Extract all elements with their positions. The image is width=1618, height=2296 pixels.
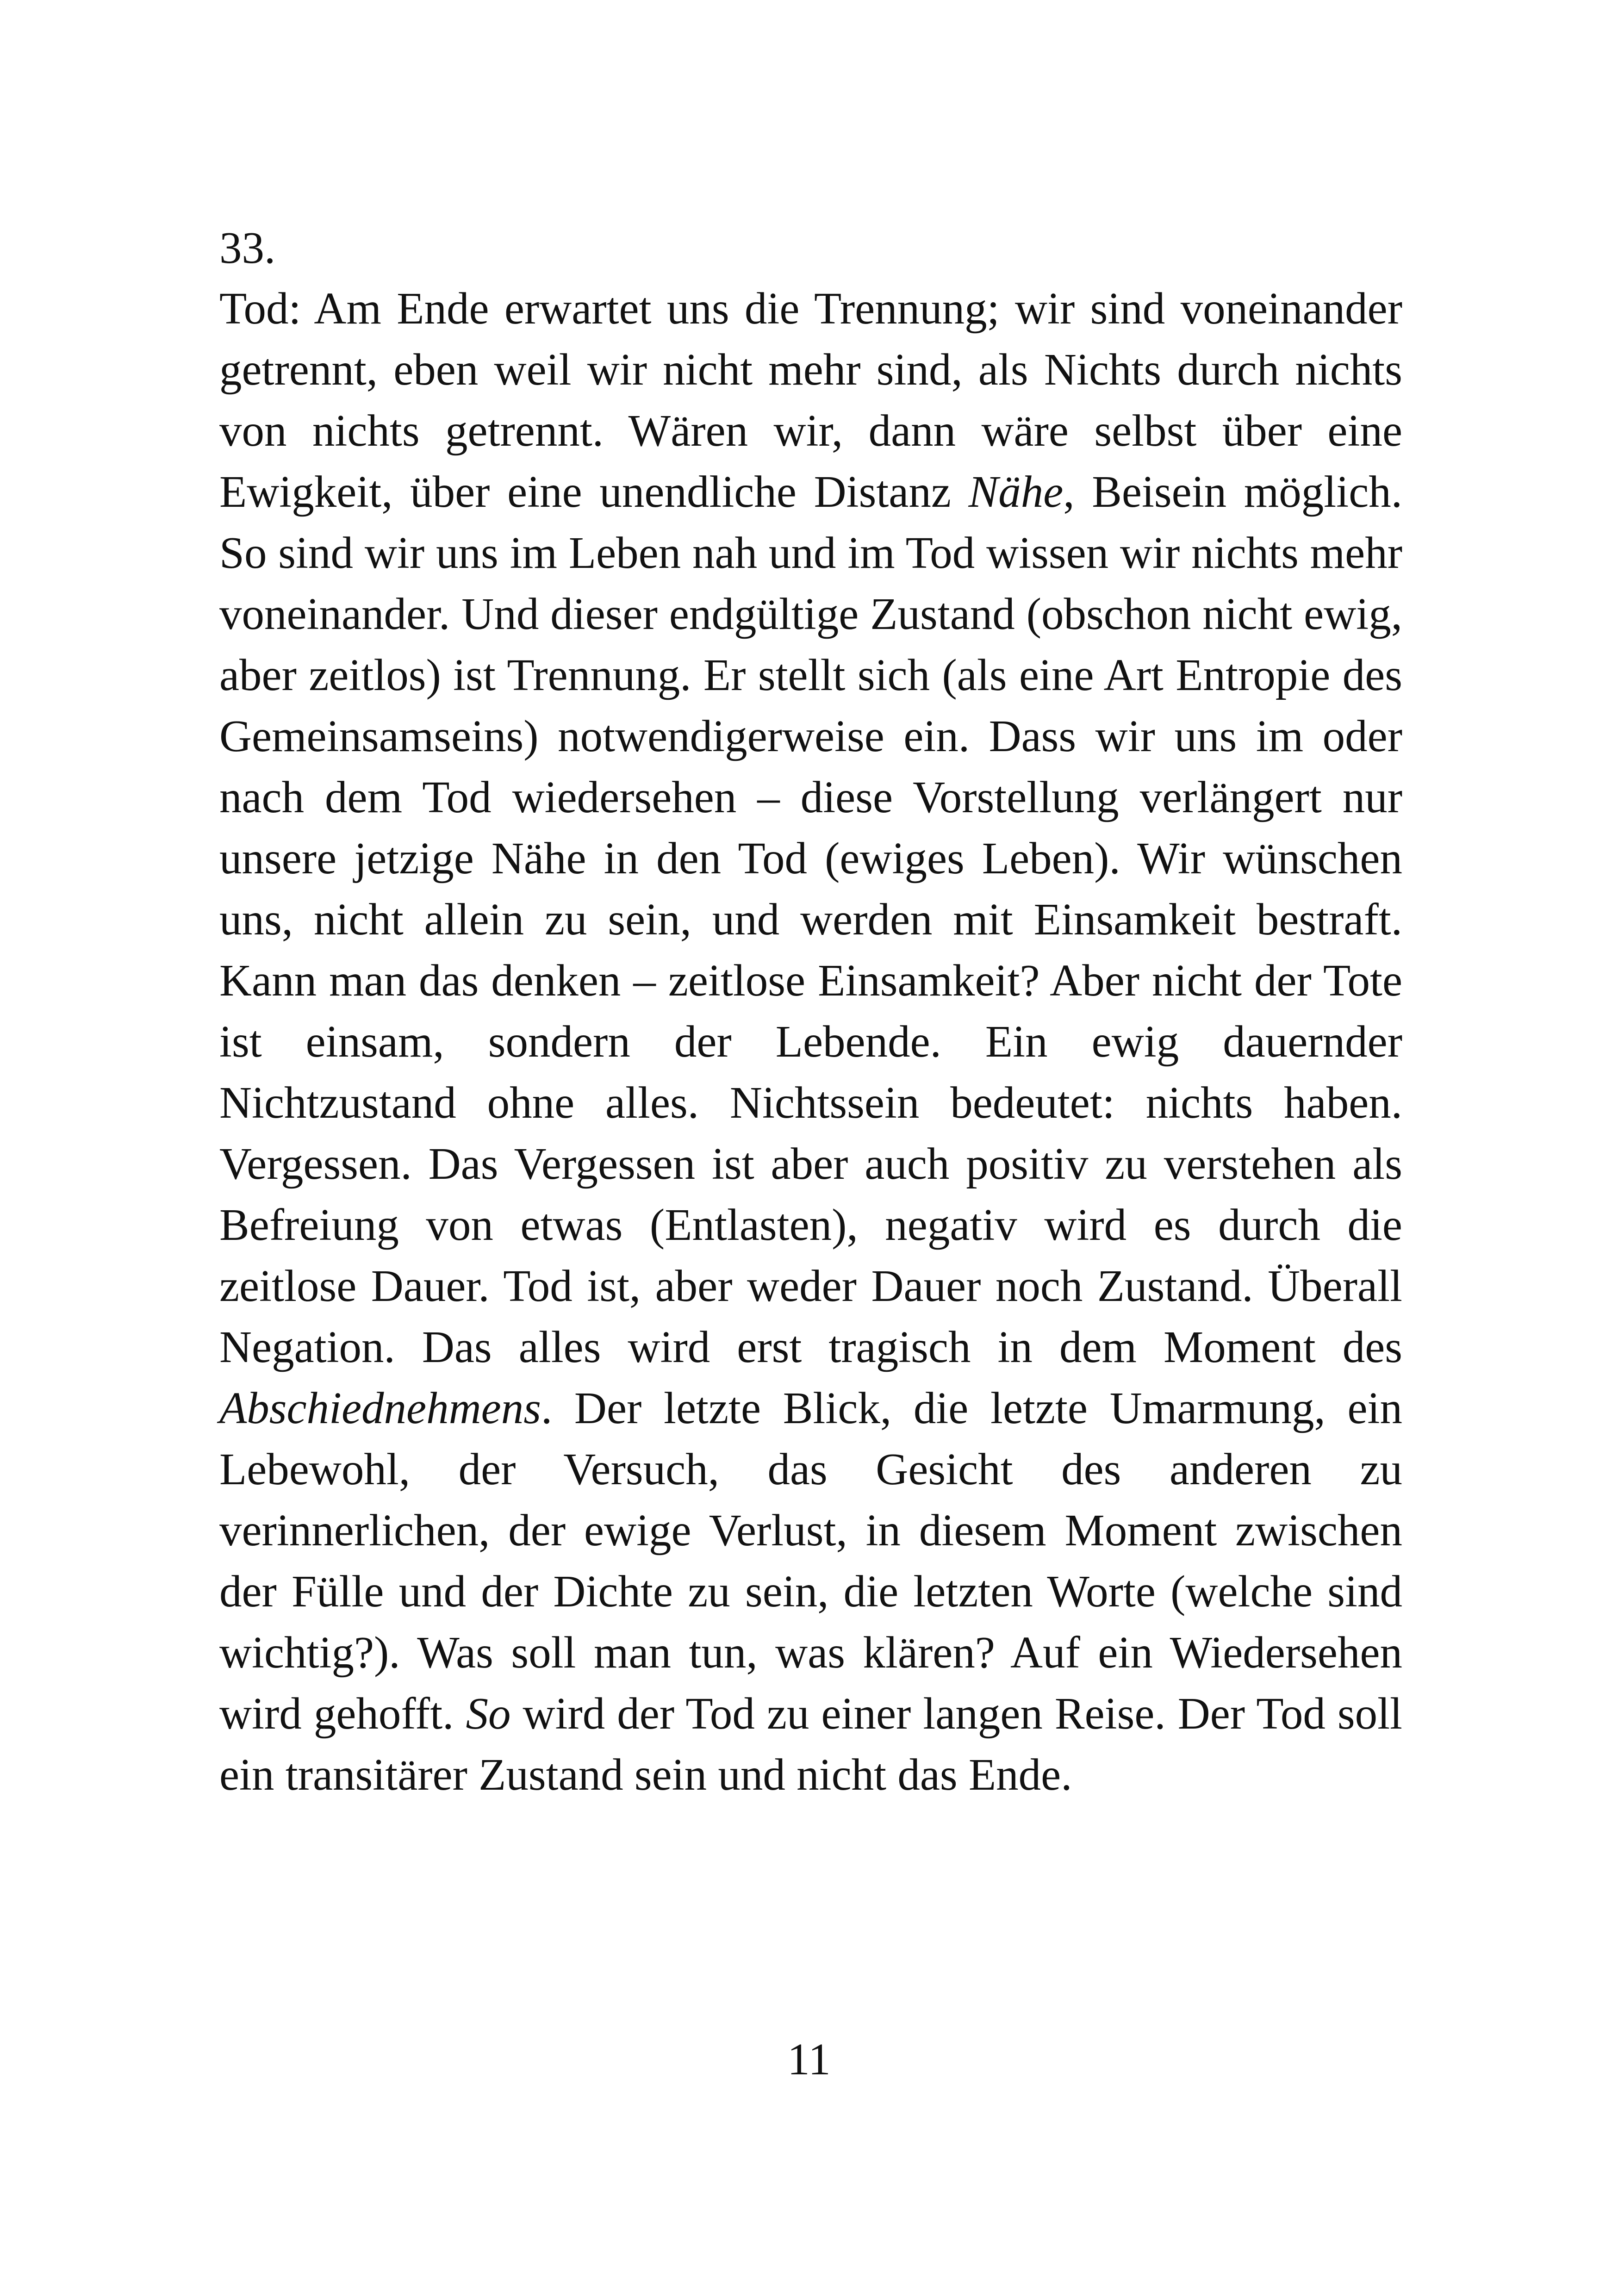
paragraph-text-run: wird der Tod zu einer langen Reise. Der Tod soll ein transitärer Zustand sein und nicht das Ende. [219, 1689, 1403, 1799]
body-paragraph [219, 278, 1402, 1805]
paragraph-text-run: . Der letzte Blick, die letzte Umarmung, ein Lebewohl, der Versuch, das Gesicht des anderen zu verinnerlichen, der ewige Verlust, in diesem Moment zwischen der Fülle und der Dichte zu sein, die letzten Worte (welche sind wichtig?). Was soll man tun, was klären? Auf ein Wiedersehen wird gehofft. [219, 1383, 1402, 1738]
paragraph-text-run: , Beisein möglich. So sind wir uns im Leben nah und im Tod wissen wir nichts mehr voneinander. Und dieser endgültige Zustand (obschon nicht ewig, aber zeitlos) ist Trennung. Er stellt sich (als eine Art Entropie des Gemeinsamseins) notwendigerweise ein. Dass wir uns im oder nach dem Tod wiedersehen – diese Vorstellung verlängert nur unsere jetzige Nähe in den Tod (ewiges Leben). Wir wünschen uns, nicht allein zu sein, und werden mit Einsamkeit bestraft. Kann man das denken – zeitlose Einsamkeit? Aber nicht der Tote ist einsam, sondern der Lebende. Ein ewig dauernder Nichtzustand ohne alles. Nichtssein bedeutet: nichts haben. Vergessen. Das Vergessen ist aber auch positiv zu verstehen als Befreiung von etwas (Entlasten), negativ wird es durch die zeitlose Dauer. Tod ist, aber weder Dauer noch Zustand. Überall Negation. Das alles wird erst tragisch in dem Moment des [219, 467, 1402, 1372]
page-number: 11 [787, 2035, 831, 2084]
emphasis-text-run: Abschiednehmens [219, 1383, 541, 1433]
emphasis-text-run: So [466, 1689, 511, 1738]
paragraph-text-run: Tod: Am Ende erwartet uns die Trennung; wir sind voneinander getrennt, eben weil wir nicht mehr sind, als Nichts durch nichts von nichts getrennt. Wären wir, dann wäre selbst über eine Ewigkeit, über eine unendliche Distanz [219, 284, 1402, 516]
emphasis-text-run: Nähe [968, 467, 1064, 516]
section-number: 33. [219, 223, 276, 273]
